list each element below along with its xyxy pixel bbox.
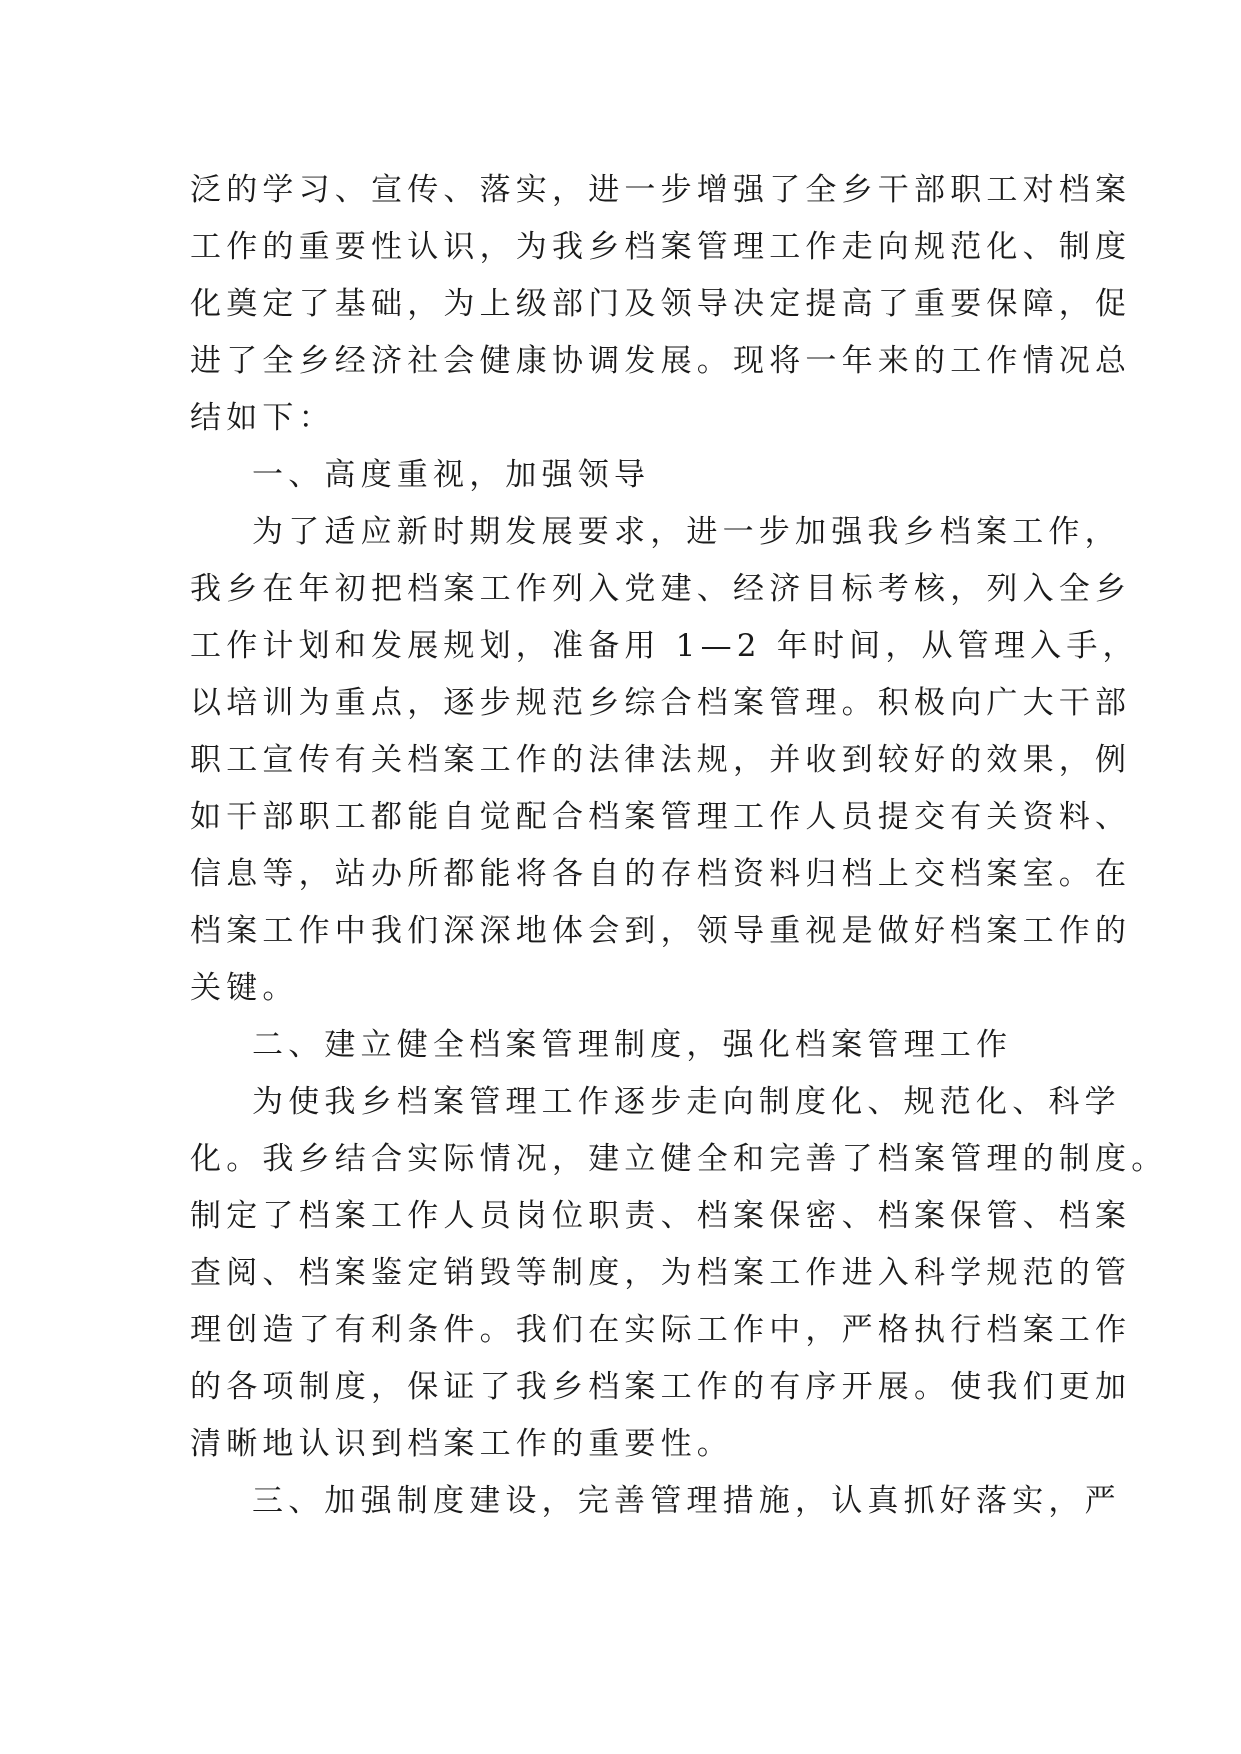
text-line: 关键。 — [190, 970, 299, 1006]
text-line: 化奠定了基础，为上级部门及领导决定提高了重要保障，促 — [190, 286, 1132, 322]
section-heading-2 — [190, 1017, 1060, 1074]
paragraph-section-2 — [190, 1074, 1168, 1473]
text-line: 为使我乡档案管理工作逐步走向制度化、规范化、科学 — [252, 1084, 1121, 1120]
text-line: 我乡在年初把档案工作列入党建、经济目标考核，列入全乡 — [190, 571, 1132, 607]
text-line: 结如下： — [190, 400, 335, 436]
heading-text: 一、高度重视，加强领导 — [252, 457, 651, 493]
document-body — [190, 162, 1168, 1530]
paragraph-intro — [190, 162, 1132, 447]
heading-text: 三、加强制度建设，完善管理措施，认真抓好落实，严 — [252, 1483, 1121, 1519]
text-line: 工作的重要性认识，为我乡档案管理工作走向规范化、制度 — [190, 229, 1132, 265]
text-line: 制定了档案工作人员岗位职责、档案保密、档案保管、档案 — [190, 1198, 1132, 1234]
section-heading-3 — [190, 1473, 1121, 1530]
text-line: 清晰地认识到档案工作的重要性。 — [190, 1426, 733, 1462]
text-line: 如干部职工都能自觉配合档案管理工作人员提交有关资料、 — [190, 799, 1132, 835]
text-line: 理创造了有利条件。我们在实际工作中，严格执行档案工作 — [190, 1312, 1132, 1348]
text-line: 职工宣传有关档案工作的法律法规，并收到较好的效果，例 — [190, 742, 1132, 778]
text-line: 化。我乡结合实际情况，建立健全和完善了档案管理的制度。 — [190, 1141, 1168, 1177]
text-line: 为了适应新时期发展要求，进一步加强我乡档案工作， — [252, 514, 1121, 550]
heading-text: 二、建立健全档案管理制度，强化档案管理工作 — [252, 1027, 1013, 1063]
text-line: 工作计划和发展规划，准备用 1—2 年时间，从管理入手， — [190, 628, 1139, 664]
text-line: 查阅、档案鉴定销毁等制度，为档案工作进入科学规范的管 — [190, 1255, 1132, 1291]
text-line: 进了全乡经济社会健康协调发展。现将一年来的工作情况总 — [190, 343, 1132, 379]
paragraph-section-1 — [190, 504, 1139, 1017]
text-line: 泛的学习、宣传、落实，进一步增强了全乡干部职工对档案 — [190, 172, 1132, 208]
text-line: 以培训为重点，逐步规范乡综合档案管理。积极向广大干部 — [190, 685, 1132, 721]
text-line: 信息等，站办所都能将各自的存档资料归档上交档案室。在 — [190, 856, 1132, 892]
section-heading-1 — [190, 447, 1060, 504]
text-line: 的各项制度，保证了我乡档案工作的有序开展。使我们更加 — [190, 1369, 1132, 1405]
text-line: 档案工作中我们深深地体会到，领导重视是做好档案工作的 — [190, 913, 1132, 949]
